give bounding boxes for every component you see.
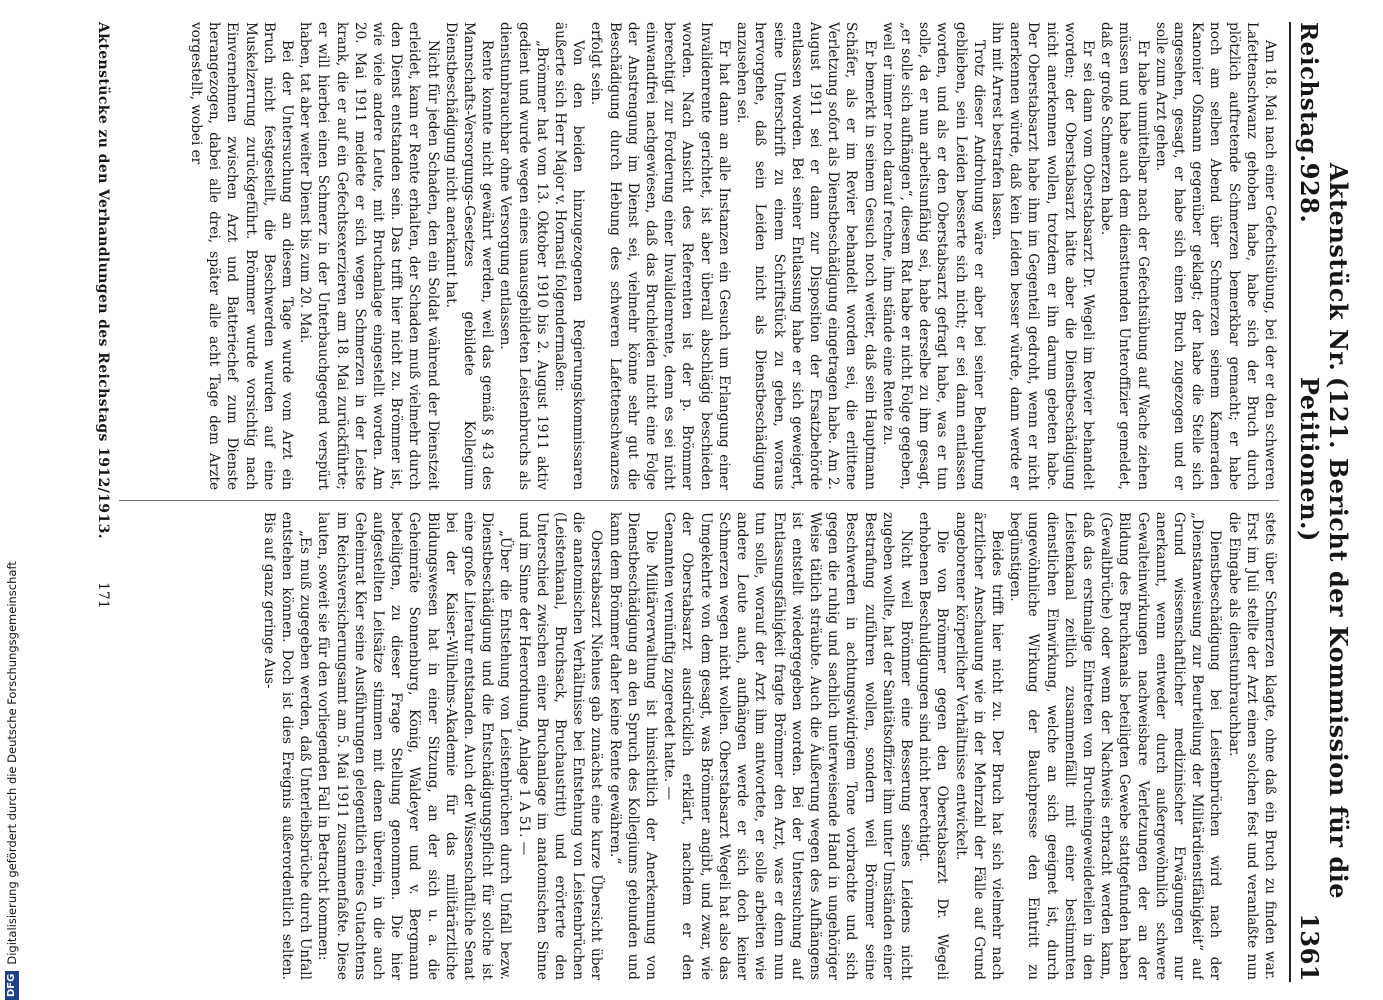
paragraph: Trotz dieser Androhung wäre er aber bei seiner Behauptung geblieben, sein Leiden besserte sich nicht; er sei dann entlassen worden, und als er den Oberstabsarzt gefragt habe, was er tun solle, da er nun arbeitsunfähig sei, habe derselbe zu ihm gesagt, „er solle sich aufhängen“, diesem Rat habe er nicht Folge gegeben, weil er immer noch darauf rechne, ihm stände eine Rente zu. bbox=[879, 22, 987, 490]
document-page bbox=[35, 0, 1353, 1000]
paragraph: Nicht für jeden Schaden, den ein Soldat während der Dienstzeit erleidet, kann er Rente erhalten, der Schaden muß vielmehr durch den Dienst entstanden sein. Das trifft hier nicht zu. Brömmer ist, wie viele andere Leute, mit Bruchanlage eingestellt worden. Am 20. Mai 1911 meldete er sich wegen Schmerzen in der Leiste krank, die er auf ein Gefechtsexerzieren am 18. Mai zurückführte; er will hierbei einen Schmerz in der Unterbauchgegend verspürt haben, tat aber weiter Dienst bis zum 20. Mai. bbox=[297, 22, 441, 490]
column-divider bbox=[119, 500, 1279, 501]
paragraph: „Brömmer hat vom 13. Oktober 1910 bis 2. August 1911 aktiv gedient und wurde wegen eines unausgebildeten Leistenbruchs als dienstunbrauchbar ohne Versorgung entlassen. bbox=[497, 22, 550, 490]
paragraph: „Es muß zugegeben werden, daß Unterleibsbrüche durch Unfall entstehen können. Doch ist dies Ereignis außerordentlich selten. Bis auf ganz geringe Aus- bbox=[260, 512, 314, 980]
paragraph: Oberstabsarzt Niehues gab zunächst eine kurze Übersicht über die anatomischen Verhältnisse bei Entstehung von Leistenbrüchen (Leistenkanal, Bruchsack, Bruchaustritt) und erörterte den Unterschied zwischen einer Bruchanlage im anatomischen Sinne und im Sinne der Heerordnung, Anlage 1 A 51. — bbox=[515, 512, 605, 980]
paragraph: Bei der Untersuchung an diesem Tage wurde vom Arzt ein Bruch nicht festgestellt, die Beschwerden wurden auf eine Muskelzerrung zurückgeführt. Brömmer wurde vorsichtig nach Einvernehmen zwischen Arzt und Batteriechef zum Dienste herangezogen, dabei alle drei, später alle acht Tage dem Arzte vorgestellt, wobei er bbox=[188, 22, 296, 490]
credit-text: Digitalisierung gefördert durch die Deutsche Forschungsgemeinschaft bbox=[5, 561, 19, 965]
page-footer bbox=[87, 22, 111, 982]
page-header bbox=[1289, 22, 1353, 982]
paragraph: Beides trifft hier nicht zu. Der Bruch hat sich vielmehr nach ärztlicher Anschauung wie in der Mehrzahl der Fälle auf Grund angeborener körperlicher Verhältnisse entwickelt. bbox=[952, 512, 1005, 980]
paragraph: Die von Brömmer gegen den Oberstabsarzt Dr. Wegeli erhobenen Beschuldigungen sind nicht berechtigt. bbox=[916, 512, 951, 980]
paragraph: Er habe unmittelbar nach der Gefechtsübung auf Wache ziehen müssen und habe auch dem diensttuenden Unteroffizier gemeldet, daß er große Schmerzen habe. bbox=[1098, 22, 1151, 490]
footer-page-number: 171 bbox=[95, 582, 111, 609]
header-title: Aktenstück Nr. 928. bbox=[1295, 162, 1353, 372]
paragraph: „Über die Entstehung von Leistenbrüchen durch Unfall bezw. Dienstbeschädigung und die Entschädigungspflicht für solche ist eine große Literatur entstanden. Auch der Wissenschaftliche Senat bei der Kaiser-Wilhelms-Akademie für das militärärztliche Bildungswesen hat in einer Sitzung, an der sich u. a. die Geheimräte Sonnenburg, König, Waldeyer und v. Bergmann beteiligten, zu dieser Frage Stellung genommen. Die hier aufgestellten Leitsätze stimmen mit denen überein, in die auch Geheimrat Kier seine Ausführungen gelegentlich eines Gutachtens im Reichsversicherungsamt am 5. Mai 1911 zusammenfaßte. Diese lauten, soweit sie für den vorliegenden Fall in Betracht kommen: bbox=[315, 512, 514, 980]
left-column bbox=[119, 22, 1279, 490]
right-column bbox=[119, 512, 1279, 980]
header-right: (121. Bericht der Kommission für die Petitionen.) bbox=[1295, 376, 1353, 900]
digitization-credit bbox=[4, 0, 20, 1000]
header-left: Reichstag. bbox=[1295, 22, 1322, 163]
paragraph: Er hat dann an alle Instanzen ein Gesuch um Erlangung einer Invalidenrente gerichtet, ist aber überall abschlägig beschieden worden. Nach Ansicht des Referenten ist der p. Brömmer berechtigt zur Forderung einer Invalidenrente, denn es sei nicht einwandfrei nachgewiesen, daß das Bruchleiden nicht eine Folge der Anstrengung im Dienst sei, vielmehr könne sehr gut die Beschädigung durch Hebung des schweren Lafettenschwanzes erfolgt sein. bbox=[588, 22, 732, 490]
dfg-logo: DFG bbox=[5, 971, 19, 1000]
paragraph: Von den beiden hinzugezogenen Regierungskommissaren äußerte sich Herr Major v. Hornasti folgendermaßen: bbox=[552, 22, 587, 490]
paragraph: Er sei dann vom Oberstabsarzt Dr. Wegeli im Revier behandelt worden; der Oberstabsarzt hätte aber die Dienstbeschädigung nicht anerkennen wollen, trotzdem er ihn darum gebeten habe. Der Oberstabsarzt habe ihm im Gegenteil gedroht, wenn er nicht anerkennen würde, daß kein Leiden besser würde, dann werde er ihn mit Arrest bestrafen lassen. bbox=[988, 22, 1096, 490]
paragraph: Die Militärverwaltung ist hinsichtlich der Anerkennung von Dienstbeschädigung an den Spruch des Kollegiums gebunden und kann dem Brömmer daher keine Rente gewähren.“ bbox=[606, 512, 660, 980]
paragraph: Rente konnte nicht gewährt werden, weil das gemäß § 43 des Mannschafts-Versorgungs-Gesetzes gebildete Kollegium Dienstbeschädigung nicht anerkannt hat. bbox=[442, 22, 496, 490]
paragraph: Dienstbeschädigung bei Leistenbrüchen wird nach der „Dienstanweisung zur Beurteilung der Militärdienstfähigkeit“ auf Grund wissenschaftlicher medizinischer Erwägungen nur anerkannt, wenn entweder durch außergewöhnlich schwere Gewalteinwirkungen nachweisbare Verletzungen der an der Bildung des Bruchkanals beteiligten Gewebe stattgefunden haben (Gewaltbrüche) oder wenn der Nachweis erbracht werden kann, daß das erstmalige Eintreten von Brucheingeweideteilen in den Leistenkanal zeitlich zusammenfällt mit einer bestimmten dienstlichen Einwirkung, welche an sich geeignet ist, durch ungewöhnliche Wirkung der Bauchpresse den Eintritt zu begünstigen. bbox=[1007, 512, 1224, 980]
footer-source: Aktenstücke zu den Verhandlungen des Reichstags 1912/1913. bbox=[95, 22, 111, 540]
header-page-number: 1361 bbox=[1295, 913, 1324, 982]
paragraph: stets über Schmerzen klagte, ohne daß ein Bruch zu finden war. Erst im Juli stellte der Arzt einen solchen fest und veranlaßte nun die Eingabe als dienstunbrauchbar. bbox=[1225, 512, 1278, 980]
paragraph: Nicht weil Brömmer eine Besserung seines Leidens nicht zugeben wollte, hat der Sanitätsoffizier ihm unter Umständen einer Bestrafung zuführen wollen, sondern weil Brömmer seine Beschwerden in achtungswidrigem Tone vorbrachte und sich gegen die ruhig und sachlich unterweisende Hand in ungehöriger Weise tätlich sträubte. Auch die Äußerung wegen des Aufhängens ist entstellt wiedergegeben worden. Bei der Untersuchung auf Entlassungsfähigkeit fragte Brömmer den Arzt, was er denn nun tun solle, worauf der Arzt ihm antwortete, er solle arbeiten wie andere Leute auch, aufhängen werde er sich doch keiner Schmerzen wegen nicht wollen. Oberstabsarzt Wegeli hat also das Umgekehrte von dem gesagt, was Brömmer angibt, und zwar, wie der Oberstabsarzt ausdrücklich erklärt, nachdem er den Genannten vernünftig zugeredet hatte. — bbox=[661, 512, 914, 980]
paragraph: Er bemerkt in seinem Gesuch noch weiter, daß sein Hauptmann Schäfer, als er im Revier behandelt worden sei, die erlittene Verletzung sofort als Dienstbeschädigung eingetragen habe. Am 2. August 1911 sei er dann zur Disposition der Ersatzbehörde entlassen worden. Bei seiner Entlassung habe er sich geweigert, seine Unterschrift zu einem Schriftstück zu geben, woraus hervorgehe, daß sein Leiden nicht als Dienstbeschädigung anzusehen sei. bbox=[734, 22, 878, 490]
paragraph: Am 18. Mai nach einer Gefechtsübung, bei der er den schweren Lafettenschwanz gehoben habe, habe sich der Bruch durch plötzlich auftretende Schmerzen bemerkbar gemacht; er habe noch am selben Abend über Schmerzen seinem Kameraden Kanonier Oßmann gegenüber geklagt; der habe die Stelle sich angesehen, gesagt, er habe sich einen Bruch zugezogen und er solle zum Arzt gehen. bbox=[1152, 22, 1278, 490]
